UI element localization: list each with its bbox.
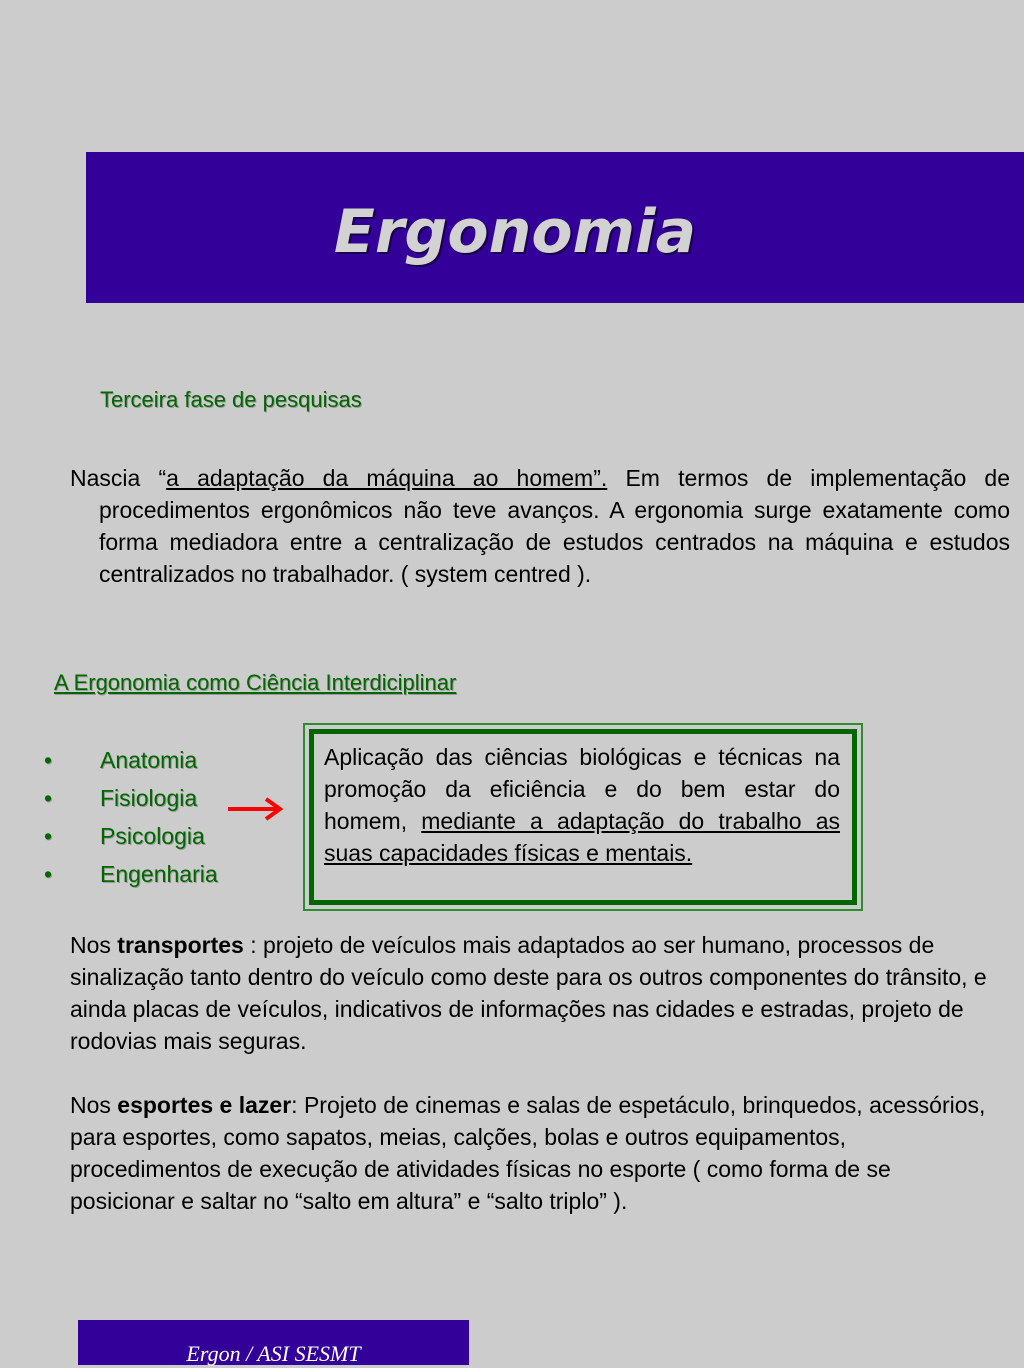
sports-paragraph [70,1089,990,1217]
list-item [44,817,218,855]
discipline-label: Anatomia [100,747,198,773]
discipline-label: Engenharia [100,861,218,887]
page-title: Ergonomia [333,197,697,267]
list-item [44,855,218,893]
definition-text [309,729,857,905]
bullet-icon: • [44,861,53,887]
bullet-icon: • [44,785,53,811]
definition-box [303,723,863,911]
intro-underlined: a adaptação da máquina ao homem”. [166,465,608,491]
sports-rest: : Projeto de cinemas e salas de espetáculo, brinquedos, acessórios, para esportes, como sapatos, meias, calções, bolas e outros equipamentos, procedimentos de execução de atividades físicas no esporte ( como forma de se posicionar e saltar no “salto em altura” e “salto triplo” ). [70,1092,986,1214]
phase-heading: Terceira fase de pesquisas [100,387,362,412]
bullet-icon: • [44,823,53,849]
sports-prefix: Nos [70,1092,118,1118]
definition-underlined: mediante a adaptação do trabalho as suas capacidades físicas e mentais. [324,808,840,866]
transport-prefix: Nos [70,932,118,958]
sports-bold: esportes e lazer [117,1092,292,1118]
right-arrow-icon [226,794,286,824]
science-heading: A Ergonomia como Ciência Interdiciplinar [54,670,457,695]
intro-prefix: Nascia “ [70,465,167,491]
transport-bold: transportes [117,932,244,958]
bullet-icon: • [44,747,53,773]
footer-text: Ergon / ASI SESMT [186,1341,361,1366]
discipline-list [44,741,218,893]
transport-paragraph [70,929,990,1057]
discipline-label: Fisiologia [100,785,198,811]
discipline-label: Psicologia [100,823,205,849]
definition-plain: Aplicação das ciências biológicas e técnicas na promoção da eficiência e do bem estar do homem, [324,744,840,834]
list-item [44,779,218,817]
transport-rest: : projeto de veículos mais adaptados ao ser humano, processos de sinalização tanto dentro do veículo como deste para os outros componentes do trânsito, e ainda placas de veículos, indicativos de informações nas cidades e estradas, projeto de rodovias mais seguras. [70,932,987,1054]
intro-paragraph [70,462,1010,590]
footer-bar [78,1320,469,1365]
intro-rest: Em termos de implementação de procedimentos ergonômicos não teve avanços. A ergonomia surge exatamente como forma mediadora entre a centralização de estudos centrados na máquina e estudos centralizados no trabalhador. ( system centred ). [99,465,1010,587]
list-item [44,741,218,779]
